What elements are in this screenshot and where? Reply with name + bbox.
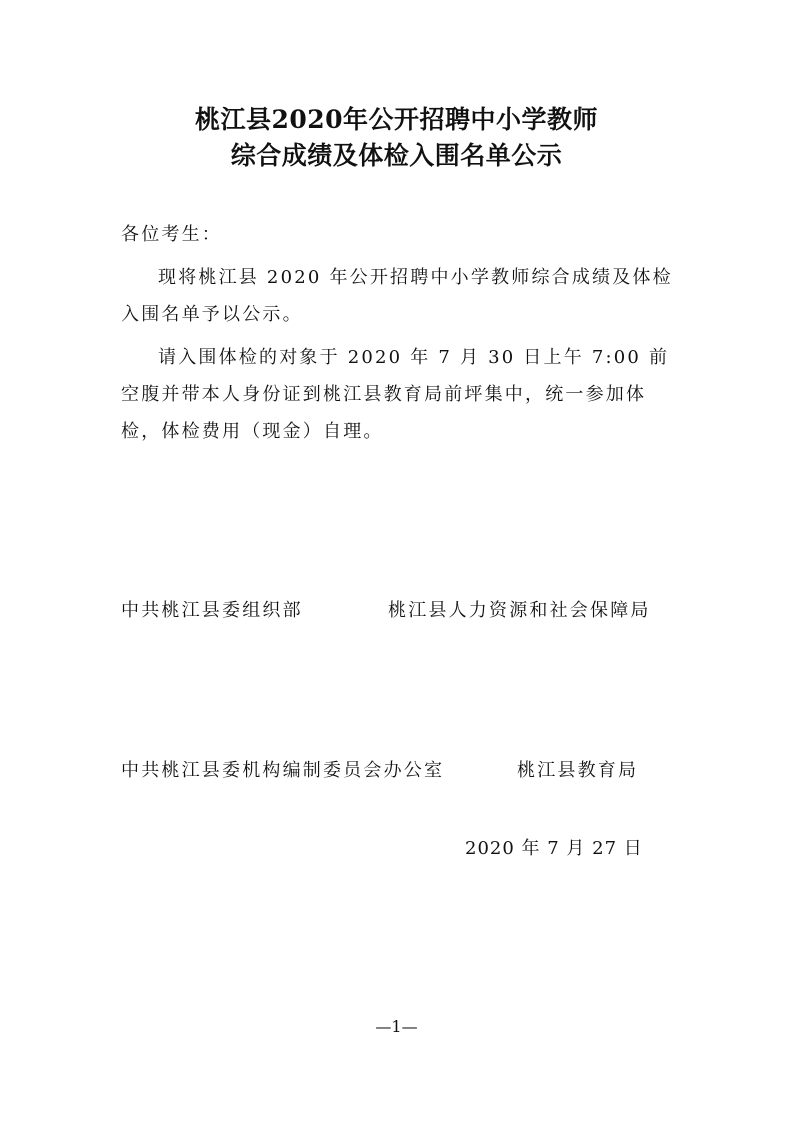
- document-date: 2020 年 7 月 27 日: [465, 838, 643, 859]
- salutation: 各位考生：: [121, 224, 222, 245]
- document-title-line-2: 综合成绩及体检入围名单公示: [230, 141, 563, 170]
- signatory-staffing-committee-office: 中共桃江县委机构编制委员会办公室: [121, 760, 445, 781]
- body-paragraph-exam-instructions: 请入围体检的对象于 2020 年 7 月 30 日上午 7:00 前空腹并带本人身份证到桃江县教育局前坪集中，统一参加体检，体检费用（现金）自理。: [121, 347, 670, 442]
- page-number: —1—: [375, 1017, 418, 1036]
- signatory-human-resources-bureau: 桃江县人力资源和社会保障局: [388, 600, 651, 621]
- signatory-education-bureau: 桃江县教育局: [517, 760, 639, 781]
- signatory-organization-department: 中共桃江县委组织部: [121, 600, 303, 621]
- body-paragraph-announcement: 现将桃江县 2020 年公开招聘中小学教师综合成绩及体检入围名单予以公示。: [121, 267, 673, 325]
- document-title-line-1: 桃江县2020年公开招聘中小学教师: [194, 105, 599, 134]
